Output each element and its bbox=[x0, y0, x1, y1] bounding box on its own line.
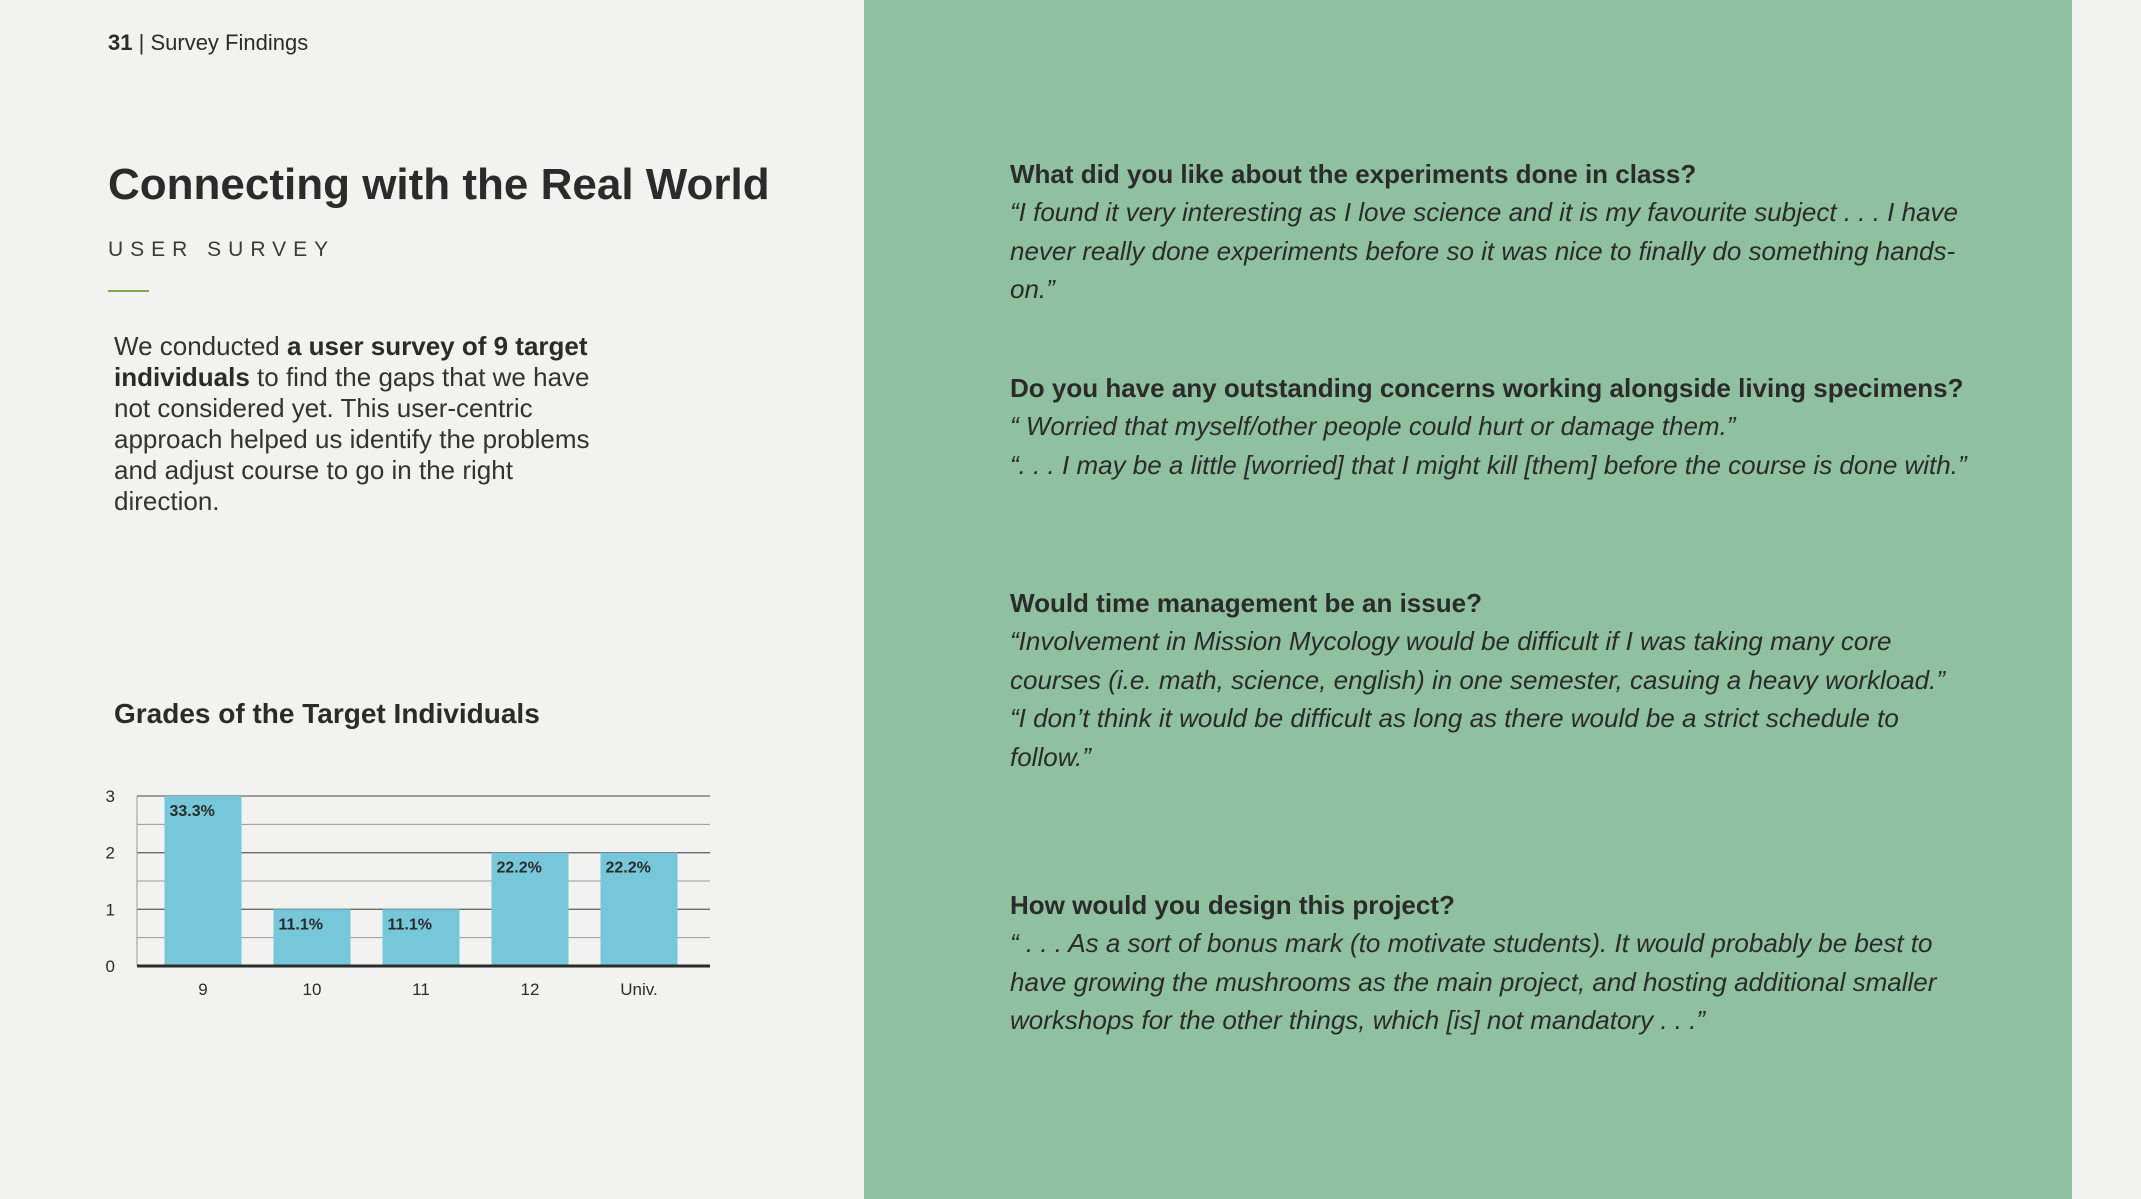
y-tick-label: 2 bbox=[105, 843, 115, 863]
survey-answer: “. . . I may be a little [worried] that I might kill [them] before the course is done with.” bbox=[1010, 449, 1967, 480]
x-tick-label: 11 bbox=[412, 980, 430, 999]
qa-block bbox=[1010, 369, 1970, 484]
intro-emphasis: a user survey of 9 target individuals bbox=[114, 331, 588, 392]
survey-question: How would you design this project? bbox=[1010, 890, 1455, 920]
qa-block bbox=[1010, 886, 1970, 1040]
survey-answer: “ . . . As a sort of bonus mark (to motivate students). It would probably be best to have growing the mushrooms as the main project, and hosting additional smaller workshops for the other things, which [is] not mandatory . . .” bbox=[1010, 928, 1937, 1035]
grades-bar-chart bbox=[95, 780, 735, 1010]
page-title: Connecting with the Real World bbox=[108, 160, 770, 209]
section-name: Survey Findings bbox=[150, 30, 309, 55]
y-tick-label: 3 bbox=[105, 787, 115, 806]
intro-text-1: We conducted bbox=[114, 331, 287, 361]
survey-answer: “ Worried that myself/other people could hurt or damage them.” bbox=[1010, 411, 1736, 441]
survey-answer: “I found it very interesting as I love science and it is my favourite subject . . . I have never really done experiments before so it was nice to finally do something hands-on.” bbox=[1010, 197, 1958, 304]
x-tick-label: Univ. bbox=[620, 980, 658, 999]
left-page bbox=[0, 0, 864, 1199]
intro-text-2: to find the gaps that we have not considered yet. This user-centric approach helped us identify the problems and adjust course to go in the right direction. bbox=[114, 362, 590, 516]
header-separator: | bbox=[138, 30, 145, 55]
y-tick-label: 1 bbox=[105, 900, 115, 920]
bar-data-label: 33.3% bbox=[169, 803, 215, 820]
bar-data-label: 11.1% bbox=[278, 916, 323, 934]
page-number: 31 bbox=[108, 30, 133, 55]
qa-block bbox=[1010, 155, 1970, 309]
x-tick-label: 10 bbox=[302, 980, 322, 999]
survey-answer: “Involvement in Mission Mycology would be difficult if I was taking many core courses (i.e. math, science, english) in one semester, casuing a heavy workload.” bbox=[1010, 626, 1946, 695]
bar-data-label: 22.2% bbox=[496, 859, 542, 877]
bar-data-label: 11.1% bbox=[387, 916, 432, 934]
x-tick-label: 12 bbox=[520, 980, 540, 999]
survey-question: Do you have any outstanding concerns working alongside living specimens? bbox=[1010, 373, 1964, 403]
survey-question: Would time management be an issue? bbox=[1010, 588, 1482, 618]
bar-data-label: 22.2% bbox=[605, 859, 651, 877]
page-subtitle: USER SURVEY bbox=[108, 238, 336, 261]
chart-title: Grades of the Target Individuals bbox=[114, 698, 540, 729]
bar bbox=[165, 796, 242, 966]
survey-question: What did you like about the experiments done in class? bbox=[1010, 159, 1697, 189]
x-tick-label: 9 bbox=[198, 980, 208, 999]
qa-block bbox=[1010, 584, 1970, 776]
intro-paragraph bbox=[114, 331, 594, 517]
right-margin bbox=[2072, 0, 2141, 1199]
page-header bbox=[108, 30, 308, 56]
accent-divider bbox=[108, 290, 149, 292]
survey-answer: “I don’t think it would be difficult as long as there would be a strict schedule to follow.” bbox=[1010, 703, 1899, 772]
y-tick-label: 0 bbox=[105, 957, 115, 976]
